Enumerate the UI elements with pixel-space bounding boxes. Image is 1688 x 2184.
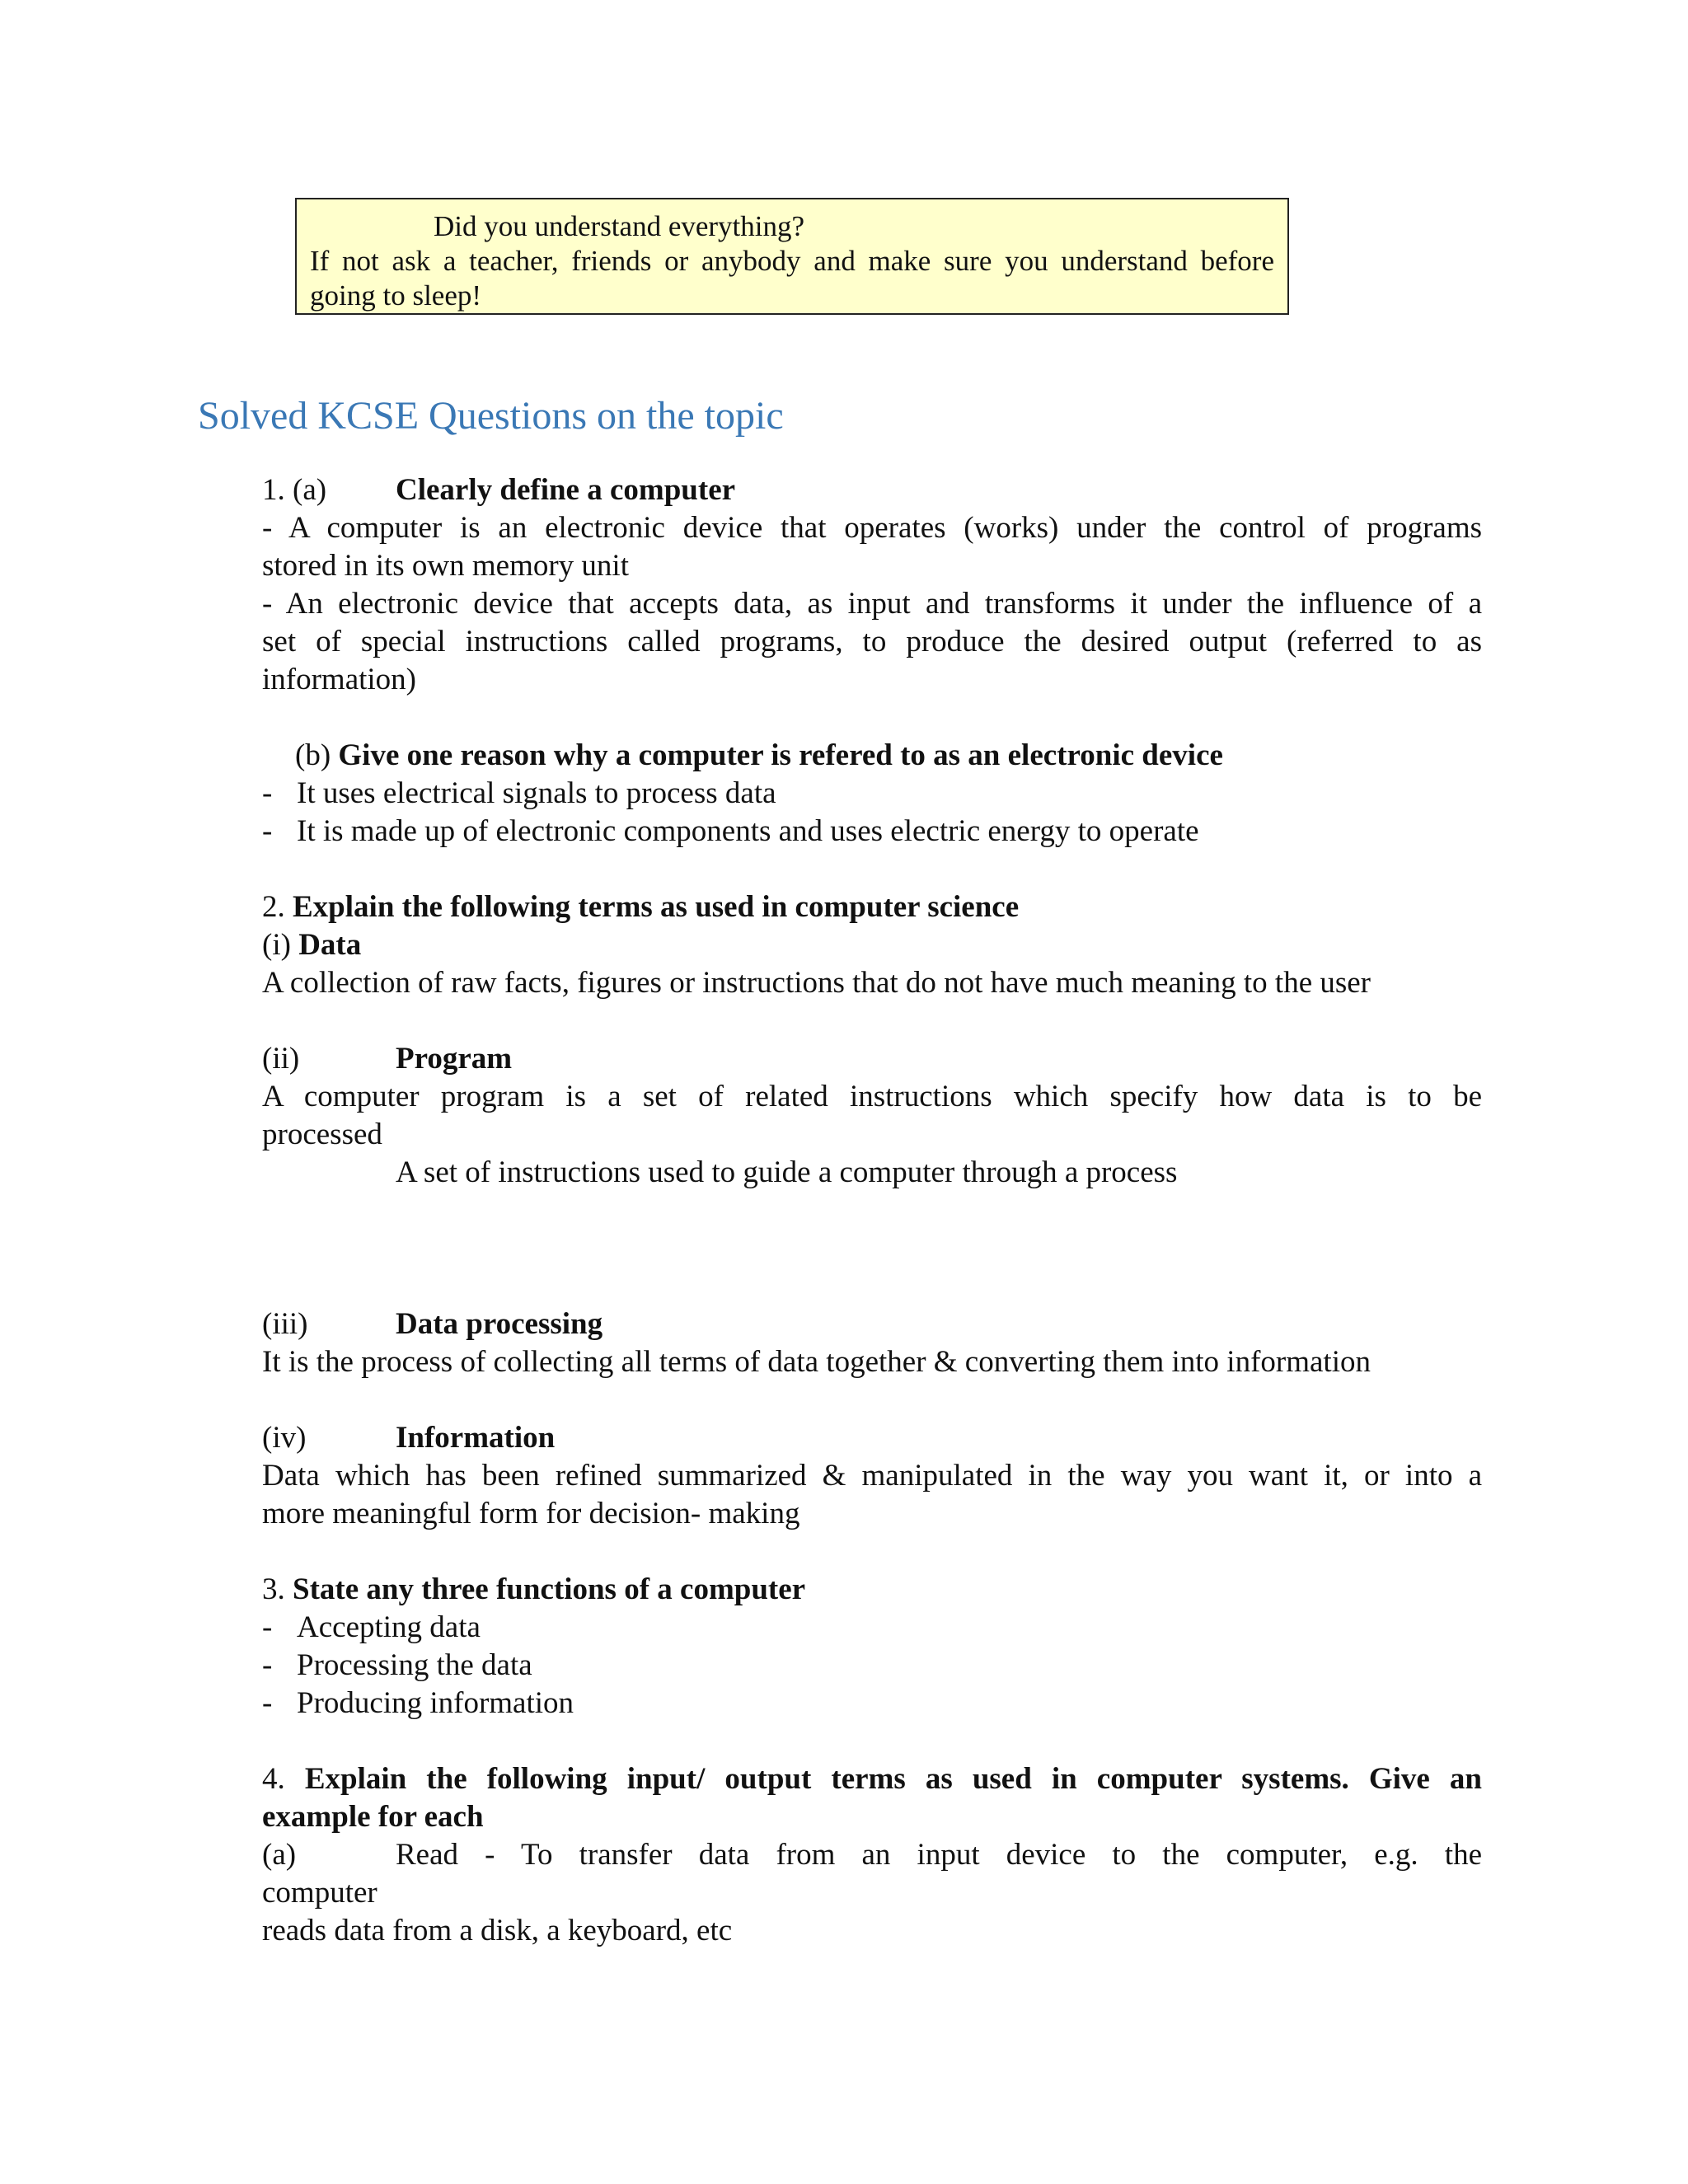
q2iv-title: Information [396, 1421, 556, 1455]
q3-answer-3: - Producing information [262, 1686, 574, 1720]
q4a-definition-line-1: To transfer data from an input device to the computer, e.g. the [520, 1838, 1482, 1872]
q1a-number: 1. (a) [262, 473, 327, 507]
q2ii-number: (ii) [262, 1042, 300, 1076]
q2iv-answer-line-2: more meaningful form for decision- making [262, 1497, 800, 1530]
questions-content [262, 471, 1482, 1950]
q1a-answer-2-line-2: set of special instructions called programs, to produce the desired output (referred to as [262, 625, 1482, 658]
q2-title: Explain the following terms as used in computer science [293, 890, 1020, 924]
q1a-title: Clearly define a computer [396, 473, 736, 507]
q1b-answer-1: - It uses electrical signals to process data [262, 776, 776, 810]
q4-question-line-1 [262, 1760, 1482, 1798]
note-line-3: going to sleep! [310, 279, 482, 312]
q2i-question [262, 926, 1482, 964]
q4a-dash: - [485, 1838, 495, 1872]
q1b-title: Give one reason why a computer is refered to as an electronic device [338, 738, 1223, 772]
q2iii-title: Data processing [396, 1307, 603, 1341]
q2iii-number: (iii) [262, 1307, 308, 1341]
q1b-answer-1-text: It uses electrical signals to process data [297, 776, 776, 810]
q4a-definition-line-2: computer [262, 1876, 377, 1910]
q2ii-answer-1-line-2: processed [262, 1118, 382, 1151]
q1b-question [262, 737, 1482, 775]
reminder-note-box [295, 198, 1289, 315]
q4a-definition-line-3: reads data from a disk, a keyboard, etc [262, 1914, 733, 1947]
section-heading: Solved KCSE Questions on the topic [198, 394, 784, 438]
q3-answer-3-text: Producing information [297, 1686, 574, 1720]
q4a-line-1 [262, 1836, 1482, 1874]
q2i-number: (i) [262, 928, 291, 962]
q1a-answer-1-line-1: - A computer is an electronic device that operates (works) under the control of programs [262, 511, 1482, 545]
q1b-answer-2-text: It is made up of electronic components and uses electric energy to operate [297, 814, 1199, 848]
q2-question [262, 888, 1482, 926]
q3-title: State any three functions of a computer [293, 1572, 806, 1606]
q2ii-question [262, 1040, 1482, 1078]
note-line-2: If not ask a teacher, friends or anybody and make sure you understand before [310, 245, 1274, 277]
q4-title-line-1: Explain the following input/ output terms as used in computer systems. Give an [304, 1762, 1483, 1796]
q2iii-answer: It is the process of collecting all terms of data together & converting them into information [262, 1345, 1371, 1379]
q1a-answer-1-line-2: stored in its own memory unit [262, 549, 629, 583]
q2-number: 2. [262, 890, 285, 924]
q3-number: 3. [262, 1572, 285, 1606]
q2iv-number: (iv) [262, 1421, 307, 1455]
q1a-answer-2-line-3: information) [262, 663, 417, 696]
q4a-number: (a) [262, 1838, 297, 1872]
q4-title-line-2: example for each [262, 1800, 484, 1834]
q2i-title: Data [298, 928, 362, 962]
q2i-answer: A collection of raw facts, figures or instructions that do not have much meaning to the user [262, 966, 1372, 1000]
q2ii-answer-1-line-1: A computer program is a set of related instructions which specify how data is to be [262, 1080, 1482, 1113]
q1b-answer-2: - It is made up of electronic components and uses electric energy to operate [262, 814, 1199, 848]
q1a-question [262, 471, 1482, 509]
q4-number: 4. [262, 1762, 285, 1796]
q2iii-question [262, 1305, 1482, 1343]
q2iv-answer-line-1: Data which has been refined summarized & manipulated in the way you want it, or into a [262, 1459, 1482, 1493]
q2ii-title: Program [396, 1042, 513, 1076]
q2ii-answer-2: A set of instructions used to guide a computer through a process [396, 1155, 1178, 1189]
q1b-number: (b) [295, 738, 331, 772]
q1a-answer-2-line-1: - An electronic device that accepts data, as input and transforms it under the influence of a [262, 587, 1482, 621]
q3-answer-1: - Accepting data [262, 1610, 481, 1644]
q3-answer-2-text: Processing the data [297, 1648, 532, 1682]
q4a-term: Read [396, 1838, 459, 1872]
q3-question [262, 1571, 1482, 1609]
q3-answer-2: - Processing the data [262, 1648, 532, 1682]
q2iv-question [262, 1419, 1482, 1457]
q3-answer-1-text: Accepting data [297, 1610, 481, 1644]
note-line-1: Did you understand everything? [434, 210, 805, 242]
